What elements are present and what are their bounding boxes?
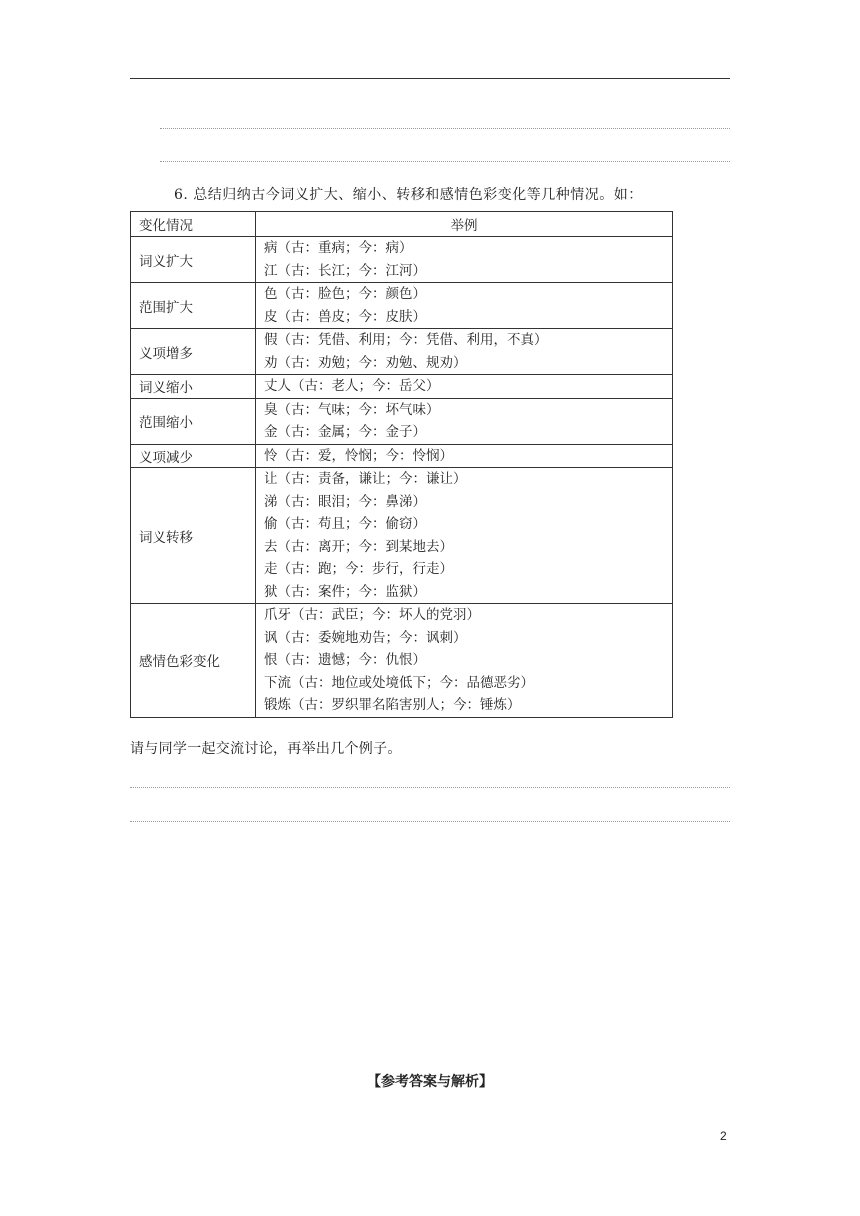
example-item: 臭（古：气味；今：坏气味） [264,401,440,418]
examples-cell [256,398,673,444]
example-item: 下流（古：地位或处境低下；今：品德恶劣） [264,674,534,691]
example-item: 让（古：责备，谦让；今：谦让） [264,471,467,487]
page-number: 2 [720,1129,727,1143]
column-header-category: 变化情况 [131,212,256,237]
table-row [131,237,673,283]
category-cell: 词义缩小 [131,375,256,399]
table-row [131,375,673,399]
table-body [131,237,673,718]
example-item: 假（古：凭借、利用；今：凭借、利用，不真） [264,332,548,348]
discussion-prompt: 请与同学一起交流讨论，再举出几个例子。 [130,741,402,757]
category-cell: 义项增多 [131,329,256,375]
category-cell: 义项减少 [131,444,256,468]
answer-section-heading: 【参考答案与解析】 [367,1074,493,1090]
examples-cell [256,468,673,604]
example-item: 涕（古：眼泪；今：鼻涕） [264,493,426,510]
example-item: 狱（古：案件；今：监狱） [264,583,426,600]
example-item: 金（古：金属；今：金子） [264,424,426,440]
table-row [131,283,673,329]
examples-cell [256,444,673,468]
category-cell: 感情色彩变化 [131,604,256,718]
example-item: 病（古：重病；今：病） [264,240,413,256]
table-row [131,398,673,444]
answer-line [130,787,730,788]
answer-line [130,821,730,822]
example-item: 爪牙（古：武臣；今：坏人的党羽） [264,607,480,623]
column-header-examples: 举例 [256,212,673,237]
category-cell: 词义扩大 [131,237,256,283]
header-rule [130,78,730,79]
example-item: 恨（古：遗憾；今：仇恨） [264,652,426,668]
example-item: 色（古：脸色；今：颜色） [264,286,426,302]
answer-line [160,128,730,129]
example-item: 江（古：长江；今：江河） [264,262,426,279]
category-cell: 词义转移 [131,468,256,604]
example-item: 丈人（古：老人；今：岳父） [264,378,440,394]
table-header-row [131,212,673,237]
table-row [131,444,673,468]
example-item: 偷（古：苟且；今：偷窃） [264,516,426,532]
examples-cell [256,237,673,283]
example-item: 锻炼（古：罗织罪名陷害别人；今：锤炼） [264,697,521,713]
table-row [131,604,673,718]
examples-cell [256,329,673,375]
examples-cell [256,604,673,718]
question-text: 6. 总结归纳古今词义扩大、缩小、转移和感情色彩变化等几种情况。如： [174,187,643,203]
table-row [131,329,673,375]
example-item: 去（古：离开；今：到某地去） [264,538,453,555]
example-item: 怜（古：爱，怜悯；今：怜悯） [264,447,453,464]
category-cell: 范围扩大 [131,283,256,329]
example-item: 皮（古：兽皮；今：皮肤） [264,308,426,325]
table-row [131,468,673,604]
answer-line [160,161,730,162]
example-item: 走（古：跑；今：步行，行走） [264,561,453,577]
example-item: 劝（古：劝勉；今：劝勉、规劝） [264,354,467,371]
examples-cell [256,283,673,329]
word-meaning-table [130,211,673,718]
example-item: 讽（古：委婉地劝告；今：讽刺） [264,629,467,646]
category-cell: 范围缩小 [131,398,256,444]
examples-cell [256,375,673,399]
